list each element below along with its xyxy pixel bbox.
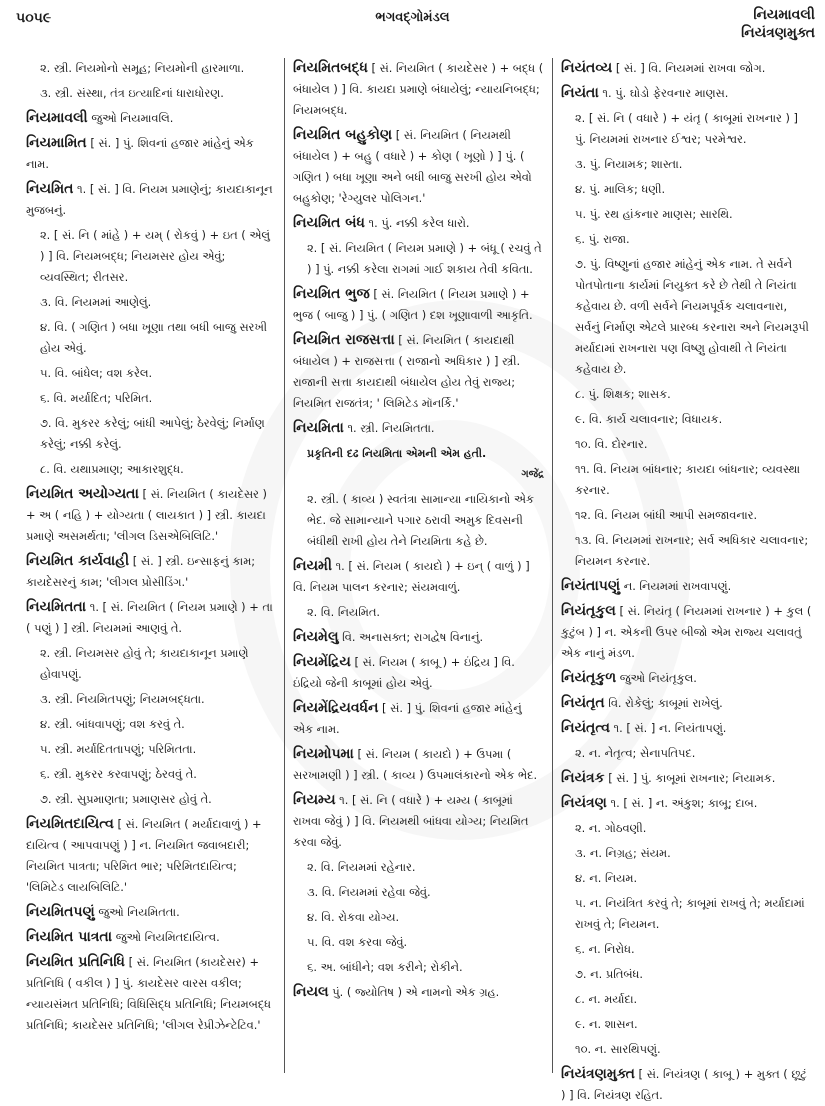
headword: નિયમિત અયોગ્યતા bbox=[26, 486, 139, 502]
headword: નિયંતા bbox=[561, 85, 599, 101]
entry-sense bbox=[26, 317, 276, 359]
definition-text: ૨. સ્ત્રી. નિયમોનો સમૂહ; નિયમોની હારમાળા. bbox=[40, 61, 245, 75]
headword: નિયમેલુ bbox=[293, 629, 339, 645]
entry-sense bbox=[26, 388, 276, 409]
dictionary-entry bbox=[561, 793, 812, 814]
headword: નિયમિત બંધ bbox=[293, 215, 365, 231]
definition-text: [ સં. નિયમિત ( નિયમથી બંધાયેલ ) + બહુ ( વધારે ) + કોણ ( ખૂણો ) ] પું. ( ગણિત ) બધા ખૂણા અને બધી બાજુ સરખી હોય એવો બહુકોણ; 'રેગ્યુલર પોલિગન.' bbox=[293, 128, 532, 205]
definition-text: [ સં. નિયમિત (કાયદેસર) + પ્રતિનિધિ ( વકીલ ) ] પું. કાયદેસર વારસ વકીલ; ન્યાયસંમત પ્રતિનિધિ; વિધિસિદ્ધ પ્રતિનિધિ; નિયમબદ્ધ પ્રતિનિધિ; કાયદેસર પ્રતિનિધિ; 'લીગલ રેપ્રીઝેન્ટેટિવ.' bbox=[26, 955, 271, 1032]
dictionary-entry bbox=[26, 814, 276, 898]
definition-text: ૬. સ્ત્રી. મુકરર કરવાપણું; ઠેરવવું તે. bbox=[40, 767, 197, 781]
headword: નિયંત્રણ bbox=[561, 795, 607, 811]
definition-text: ૨. [ સં. નિયમિત ( નિયમ પ્રમાણે ) + બંધૂ ( રચવું તે ) ] પું. નક્કી કરેલા રાગમાં ગાઈ શકાય તેવી કવિતા. bbox=[307, 241, 542, 276]
definition-text: ૭. ન. પ્રતિબંધ. bbox=[575, 967, 644, 981]
dictionary-entry bbox=[293, 284, 544, 326]
dictionary-entry bbox=[26, 952, 276, 1036]
entry-sense bbox=[293, 602, 544, 623]
dictionary-entry bbox=[26, 927, 276, 948]
headword: નિયમોપમા bbox=[293, 746, 354, 762]
entry-sense bbox=[561, 1014, 812, 1035]
definition-text: ૫. ન. નિયંત્રિત કરવું તે; કાબૂમાં રાખવું તે; મર્યાદામાં રાખવું તે; નિયમન. bbox=[575, 896, 805, 931]
entry-sense bbox=[293, 907, 544, 928]
definition-text: ૧૦. ન. સારથિપણું. bbox=[575, 1042, 661, 1056]
definition-text: ૮. વિ. યથાપ્રમાણ; આકારશુદ્ધ. bbox=[40, 462, 184, 476]
entry-sense bbox=[26, 58, 276, 79]
dictionary-entry bbox=[293, 982, 544, 1003]
guide-word-last: નિયંત્રણમુક્ત bbox=[741, 25, 815, 41]
definition-text: જુઓ નિયમિતતા. bbox=[98, 905, 180, 919]
dictionary-entry bbox=[561, 58, 812, 79]
definition-text: ૪. પું. માલિક; ધણી. bbox=[575, 182, 666, 196]
quotation-text: પ્રકૃતિની દઢ નિયમિતા એમની એમ હતી. bbox=[307, 447, 487, 460]
entry-sense bbox=[561, 939, 812, 960]
headword: નિયમામિત bbox=[26, 135, 87, 151]
definition-text: [ સં. નિયંત્રણ ( કાબૂ ) + મુક્ત ( છૂટું ) ] વિ. નિયંત્રણ રહિત. bbox=[561, 1067, 807, 1102]
dictionary-columns bbox=[12, 58, 820, 1102]
book-title: ભગવદ્ગોમંડલ bbox=[375, 10, 450, 25]
dictionary-entry bbox=[26, 108, 276, 129]
entry-sense bbox=[293, 882, 544, 903]
definition-text: જુઓ નિયંતૃકુલ. bbox=[619, 671, 697, 685]
definition-text: ૧૩. વિ. નિયમમાં રાખનાર; સર્વ અધિકાર ચલાવનાર; નિયમન કરનાર. bbox=[575, 533, 809, 568]
entry-sense bbox=[561, 843, 812, 864]
definition-text: ૫. સ્ત્રી. મર્યાદિતતાપણું; પરિમિતતા. bbox=[40, 742, 197, 756]
entry-sense bbox=[26, 714, 276, 735]
definition-text: ૧. [ સં. નિ ( વધારે ) + યમ્ય ( કાબૂમાં રાખવા જેવું ) ] વિ. નિયમથી બાંધવા યોગ્ય; નિયમિત કરવા જેવું. bbox=[293, 793, 529, 849]
definition-text: ૫. વિ. વશ કરવા જેવું. bbox=[307, 935, 408, 949]
definition-text: [ સં. ] સ્ત્રી. ઇન્સાફનું કામ; કાયદેસરનું કામ; 'લીગલ પ્રોસીડિંગ.' bbox=[26, 554, 256, 589]
definition-text: ૬. અ. બાંધીને; વશ કરીને; રોકીને. bbox=[307, 960, 463, 974]
definition-text: [ સં. નિયમિત ( કાયદેસર ) + અ ( નહિ ) + યોગ્યતા ( લાયકાત ) ] સ્ત્રી. કાયદા પ્રમાણે અસમર્થતા; 'લીગલ ડિસએબિલિટિ.' bbox=[26, 487, 268, 543]
entry-sense bbox=[561, 530, 812, 572]
dictionary-entry bbox=[293, 213, 544, 234]
dictionary-entry bbox=[26, 551, 276, 593]
definition-text: [ સં. ] પું. શિવનાં હજાર માંહેનું એક નામ. bbox=[293, 701, 522, 736]
definition-text: ન. નિયમમાં રાખવાપણું. bbox=[623, 579, 732, 593]
definition-text: પું. ( જ્યોતિષ ) એ નામનો એક ગ્રહ. bbox=[332, 985, 500, 999]
entry-sense bbox=[26, 739, 276, 760]
definition-text: ૫. પું. રથ હાંકનાર માણસ; સારથિ. bbox=[575, 207, 733, 221]
entry-sense bbox=[26, 789, 276, 810]
definition-text: ૩. પું. નિયામક; શાસ્તા. bbox=[575, 157, 683, 171]
definition-text: વિ. અનાસક્ત; રાગદ્વેષ વિનાનું. bbox=[342, 630, 484, 644]
definition-text: ૪. ન. નિયમ. bbox=[575, 871, 638, 885]
column-2 bbox=[284, 58, 552, 1073]
dictionary-entry bbox=[561, 601, 812, 664]
definition-text: ૨. ન. નેતૃત્વ; સેનાપતિપદ. bbox=[575, 746, 696, 760]
headword: નિયમેંદ્રિય bbox=[293, 654, 351, 670]
definition-text: [ સં. નિયમિત ( નિયમ પ્રમાણે ) + ભુજ ( બાજુ ) ] પું. ( ગણિત ) દશ ખૂણાવાળી આકૃતિ. bbox=[293, 287, 533, 322]
definition-text: ૨. વિ. નિયમમાં રહેનાર. bbox=[307, 860, 416, 874]
entry-sense bbox=[561, 108, 812, 150]
entry-sense bbox=[26, 689, 276, 710]
dictionary-entry bbox=[293, 627, 544, 648]
headword: નિયંતૃત્વ bbox=[561, 720, 610, 736]
definition-text: ૧. પું. ઘોડો ફેરવનાર માણસ. bbox=[602, 86, 729, 100]
entry-sense bbox=[561, 868, 812, 889]
entry-sense bbox=[561, 743, 812, 764]
definition-text: ૧. [ સં. નિયમિત ( નિયમ પ્રમાણે ) + તા ( પણું ) ] સ્ત્રી. નિયમમાં આણવું તે. bbox=[26, 600, 273, 635]
dictionary-entry bbox=[561, 668, 812, 689]
definition-text: ૮. ન. મર્યાદા. bbox=[575, 992, 638, 1006]
definition-text: ૩. સ્ત્રી. નિયમિતપણું; નિયમબદ્ધતા. bbox=[40, 692, 205, 706]
headword: નિયમિતતા bbox=[26, 599, 87, 615]
headword: નિયમિતપણું bbox=[26, 904, 95, 920]
entry-sense bbox=[293, 489, 544, 552]
guide-words bbox=[741, 6, 815, 42]
entry-sense bbox=[561, 409, 812, 430]
headword: નિયંતૃકુળ bbox=[561, 670, 617, 686]
entry-sense bbox=[293, 857, 544, 878]
definition-text: ૧૧. વિ. નિયમ બાંધનાર; કાયદા બાંધનાર; વ્યવસ્થા કરનાર. bbox=[575, 462, 801, 497]
definition-text: ૩. વિ. નિયમમાં આણેલું. bbox=[40, 295, 152, 309]
entry-sense bbox=[561, 893, 812, 935]
dictionary-entry bbox=[26, 484, 276, 547]
entry-sense bbox=[561, 434, 812, 455]
headword: નિયંતૃત bbox=[561, 695, 605, 711]
quotation-attribution: ગજેંદ્ર bbox=[521, 469, 544, 480]
definition-text: [ સં. નિયમ ( કાયદો ) + ઉપમા ( સરખામણી ) ] સ્ત્રી. ( કાવ્ય ) ઉપમાલંકારનો એક ભેદ. bbox=[293, 747, 538, 782]
dictionary-entry bbox=[293, 744, 544, 786]
dictionary-entry bbox=[561, 1064, 812, 1106]
definition-text: ૬. પું. રાજા. bbox=[575, 232, 630, 246]
headword: નિયમિત પાત્રતા bbox=[26, 929, 113, 945]
entry-sense bbox=[561, 154, 812, 175]
definition-text: [ સં. નિયમિત ( કાયદાથી બંધાયેલ ) + રાજસત્તા ( રાજાનો અધિકાર ) ] સ્ત્રી. રાજાની સત્તા કાયદાથી બંધાયેલ હોય તેવું રાજ્ય; નિયમિત રાજતંત્ર; ' લિમિટેડ મૉનર્કિ.' bbox=[293, 333, 521, 410]
definition-text: ૬. વિ. મર્યાદિત; પરિમિત. bbox=[40, 391, 153, 405]
entry-sense bbox=[26, 225, 276, 288]
definition-text: ૮. પું. શિક્ષક; શાસક. bbox=[575, 387, 671, 401]
headword: નિયંતૃકુલ bbox=[561, 603, 616, 619]
definition-text: [ સં. ] પું. કાબૂમાં રાખનાર; નિયામક. bbox=[608, 771, 776, 785]
definition-text: ૩. વિ. નિયમમાં રહેવા જેવું. bbox=[307, 885, 431, 899]
headword: નિયંત્રક bbox=[561, 770, 605, 786]
dictionary-entry bbox=[561, 83, 812, 104]
page-header bbox=[0, 0, 825, 50]
definition-text: ૬. ન. નિરોધ. bbox=[575, 942, 635, 956]
definition-text: ૧. [ સં. ] વિ. નિયમ પ્રમાણેનું; કાયદાકાનૂન મુજબનું. bbox=[26, 182, 273, 217]
headword: નિયમાવલી bbox=[26, 110, 88, 126]
entry-sense bbox=[561, 179, 812, 200]
definition-text: ૧૦. વિ. દોરનાર. bbox=[575, 437, 648, 451]
dictionary-entry bbox=[293, 652, 544, 694]
dictionary-entry bbox=[26, 133, 276, 175]
definition-text: ૩. ન. નિગ્રહ; સંયમ. bbox=[575, 846, 671, 860]
entry-sense bbox=[561, 459, 812, 501]
headword: નિયમેંદ્રિયવર્ધન bbox=[293, 700, 379, 716]
guide-word-first: નિયમાવલી bbox=[753, 7, 815, 23]
dictionary-entry bbox=[293, 418, 544, 439]
entry-sense bbox=[561, 505, 812, 526]
headword: નિયમી bbox=[293, 558, 332, 574]
headword: નિયંતવ્ય bbox=[561, 60, 613, 76]
dictionary-entry bbox=[561, 576, 812, 597]
definition-text: ૨. સ્ત્રી. ( કાવ્ય ) સ્વતંત્રા સામાન્યા નાયિકાનો એક ભેદ. જે સામાન્યાને પગાર ઠરાવી અમુક દિવસની બંધીથી રાખી હોય તેને નિયમિતા કહે છે. bbox=[307, 492, 534, 548]
definition-text: ૭. પું. વિષ્ણુનાં હજાર માંહેનું એક નામ. તે સર્વને પોતપોતાના કાર્યમાં નિયુક્ત કરે છે તેથી તે નિયંતા કહેવાય છે. વળી સર્વને નિયમપૂર્વક ચલાવનારા, સર્વનું નિર્માણ એટલે પ્રારબ્ધ કરનારા અને નિયમરૂપી મર્યાદામાં રાખનારા પણ વિષ્ણુ હોવાથી તે નિયંતા કહેવાય છે. bbox=[575, 257, 809, 376]
definition-text: ૧૨. વિ. નિયમ બાંધી આપી સમજાવનાર. bbox=[575, 508, 758, 522]
entry-sense bbox=[561, 1039, 812, 1060]
headword: નિયમિત bbox=[26, 181, 74, 197]
definition-text: ૭. વિ. મુકરર કરેલું; બાંધી આપેલું; ઠેરવેલું; નિર્માણ કરેલું; નક્કી કરેલું. bbox=[40, 416, 265, 451]
entry-sense bbox=[26, 413, 276, 455]
definition-text: ૨. સ્ત્રી. નિયમસર હોવું તે; કાયદાકાનૂન પ્રમાણે હોવાપણું. bbox=[40, 646, 249, 681]
headword: નિયંત્રણમુક્ત bbox=[561, 1066, 635, 1082]
definition-text: ૪. વિ. રોકવા યોગ્ય. bbox=[307, 910, 400, 924]
entry-sense bbox=[26, 292, 276, 313]
definition-text: ૧. [ સં. નિયમ ( કાયદો ) + ઇન્ ( વાળું ) ] વિ. નિયમ પાલન કરનાર; સંયમવાળું. bbox=[293, 559, 530, 594]
definition-text: ૯. ન. શાસન. bbox=[575, 1017, 638, 1031]
dictionary-entry bbox=[26, 597, 276, 639]
entry-sense bbox=[561, 818, 812, 839]
definition-text: જુઓ નિયમાવલિ. bbox=[91, 111, 174, 125]
entry-sense bbox=[26, 643, 276, 685]
headword: નિયમ્ય bbox=[293, 792, 336, 808]
entry-sense bbox=[561, 204, 812, 225]
definition-text: ૧. [ સં. ] ન. અંકુશ; કાબૂ; દાબ. bbox=[610, 796, 758, 810]
definition-text: ૭. સ્ત્રી. સુપ્રમાણતા; પ્રમાણસર હોવું તે. bbox=[40, 792, 212, 806]
dictionary-entry bbox=[26, 179, 276, 221]
definition-text: ૧. પું. નક્કી કરેલ ધારો. bbox=[368, 216, 470, 230]
headword: નિયલ bbox=[293, 984, 329, 1000]
definition-text: [ સં. ] વિ. નિયમમાં રાખવા જોગ. bbox=[615, 61, 766, 75]
definition-text: [ સં. ] પું. શિવનાં હજાર માંહેનું એક નામ. bbox=[26, 136, 254, 171]
quotation bbox=[293, 443, 544, 485]
headword: નિયમિત પ્રતિનિધિ bbox=[26, 954, 125, 970]
entry-sense bbox=[26, 459, 276, 480]
definition-text: ૨. [ સં. નિ ( માંહે ) + યમ્ ( રોકવું ) + ઇત ( એલું ) ] વિ. નિયમબદ્ધ; નિયમસર હોય એવું; વ્યવસ્થિત; રીતસર. bbox=[40, 228, 270, 284]
dictionary-entry bbox=[26, 902, 276, 923]
dictionary-entry bbox=[561, 768, 812, 789]
definition-text: [ સં. નિયમ ( કાબૂ ) + ઇંદ્રિય ] વિ. ઇંદ્રિયો જેની કાબૂમાં હોય એવું. bbox=[293, 655, 515, 690]
dictionary-entry bbox=[293, 125, 544, 209]
dictionary-entry bbox=[293, 556, 544, 598]
dictionary-entry bbox=[293, 330, 544, 414]
headword: નિયમિતા bbox=[293, 420, 344, 436]
entry-sense bbox=[561, 964, 812, 985]
dictionary-entry bbox=[293, 790, 544, 853]
page-number: ૫૦૫૯ bbox=[16, 10, 52, 26]
definition-text: [ સં. નિયમિત ( મર્યાદાવાળું ) + દાયિત્વ ( આપવાપણું ) ] ન. નિયમિત જવાબદારી; નિયમિત પાત્રતા; પરિમિત ભાર; પરિમિતદાયિત્વ; 'લિમિટેડ લાયબિલિટિ.' bbox=[26, 817, 262, 894]
entry-sense bbox=[26, 363, 276, 384]
entry-sense bbox=[293, 238, 544, 280]
column-3 bbox=[552, 58, 820, 1102]
definition-text: ૫. વિ. બાંધેલ; વશ કરેલ. bbox=[40, 366, 153, 380]
entry-sense bbox=[26, 83, 276, 104]
headword: નિયમિત કાર્યવાહી bbox=[26, 553, 130, 569]
definition-text: [ સં. નિયંતૃ ( નિયમમાં રાખનાર ) + કુલ ( કુટુંબ ) ] ન. એકની ઉપર બીજો એમ રાજ્ય ચલાવતું એક નાનું મંડળ. bbox=[561, 604, 812, 660]
headword: નિયંતાપણું bbox=[561, 578, 621, 594]
definition-text: ૨. ન. ગોઠવણી. bbox=[575, 821, 647, 835]
headword: નિયમિતદાયિત્વ bbox=[26, 816, 114, 832]
column-1 bbox=[12, 58, 284, 1073]
definition-text: [ સં. નિયમિત ( કાયદેસર ) + બદ્ધ ( બંધાયેલ ) ] વિ. કાયદા પ્રમાણે બંધાયેલું; ન્યાયનિબદ્ધ; નિયમબદ્ધ. bbox=[293, 61, 544, 117]
definition-text: ૯. વિ. કાર્ય ચલાવનાર; વિધાયક. bbox=[575, 412, 723, 426]
headword: નિયમિત રાજસત્તા bbox=[293, 332, 395, 348]
headword: નિયમિત ભુજ bbox=[293, 286, 370, 302]
entry-sense bbox=[26, 764, 276, 785]
entry-sense bbox=[561, 384, 812, 405]
definition-text: ૪. સ્ત્રી. બાંધવાપણું; વશ કરવું તે. bbox=[40, 717, 185, 731]
definition-text: ૩. સ્ત્રી. સંસ્થા, તંત્ર ઇત્યાદિનાં ધારાધોરણ. bbox=[40, 86, 224, 100]
entry-sense bbox=[293, 957, 544, 978]
entry-sense bbox=[293, 932, 544, 953]
definition-text: ૨. વિ. નિયમિત. bbox=[307, 605, 381, 619]
dictionary-entry bbox=[293, 698, 544, 740]
dictionary-entry bbox=[561, 693, 812, 714]
entry-sense bbox=[561, 229, 812, 250]
dictionary-entry bbox=[293, 58, 544, 121]
definition-text: ૨. [ સં. નિ ( વધારે ) + યંતૃ ( કાબૂમાં રાખનાર ) ] પું. નિયમમાં રાખનાર ઈશ્વર; પરમેશ્વર. bbox=[575, 111, 799, 146]
dictionary-entry bbox=[561, 718, 812, 739]
entry-sense bbox=[561, 254, 812, 380]
headword: નિયમિત બહુકોણ bbox=[293, 127, 393, 143]
definition-text: ૧. સ્ત્રી. નિયમિતતા. bbox=[347, 421, 435, 435]
definition-text: વિ. રોકેલું; કાબૂમાં રાખેલું. bbox=[608, 696, 723, 710]
entry-sense bbox=[561, 989, 812, 1010]
definition-text: ૪. વિ. ( ગણિત ) બધા ખૂણા તથા બધી બાજુ સરખી હોય એવું. bbox=[40, 320, 268, 355]
definition-text: જુઓ નિયમિતદાયિત્વ. bbox=[115, 930, 220, 944]
definition-text: ૧. [ સં. ] ન. નિયંતાપણું. bbox=[613, 721, 727, 735]
headword: નિયમિતબદ્ધ bbox=[293, 60, 368, 76]
